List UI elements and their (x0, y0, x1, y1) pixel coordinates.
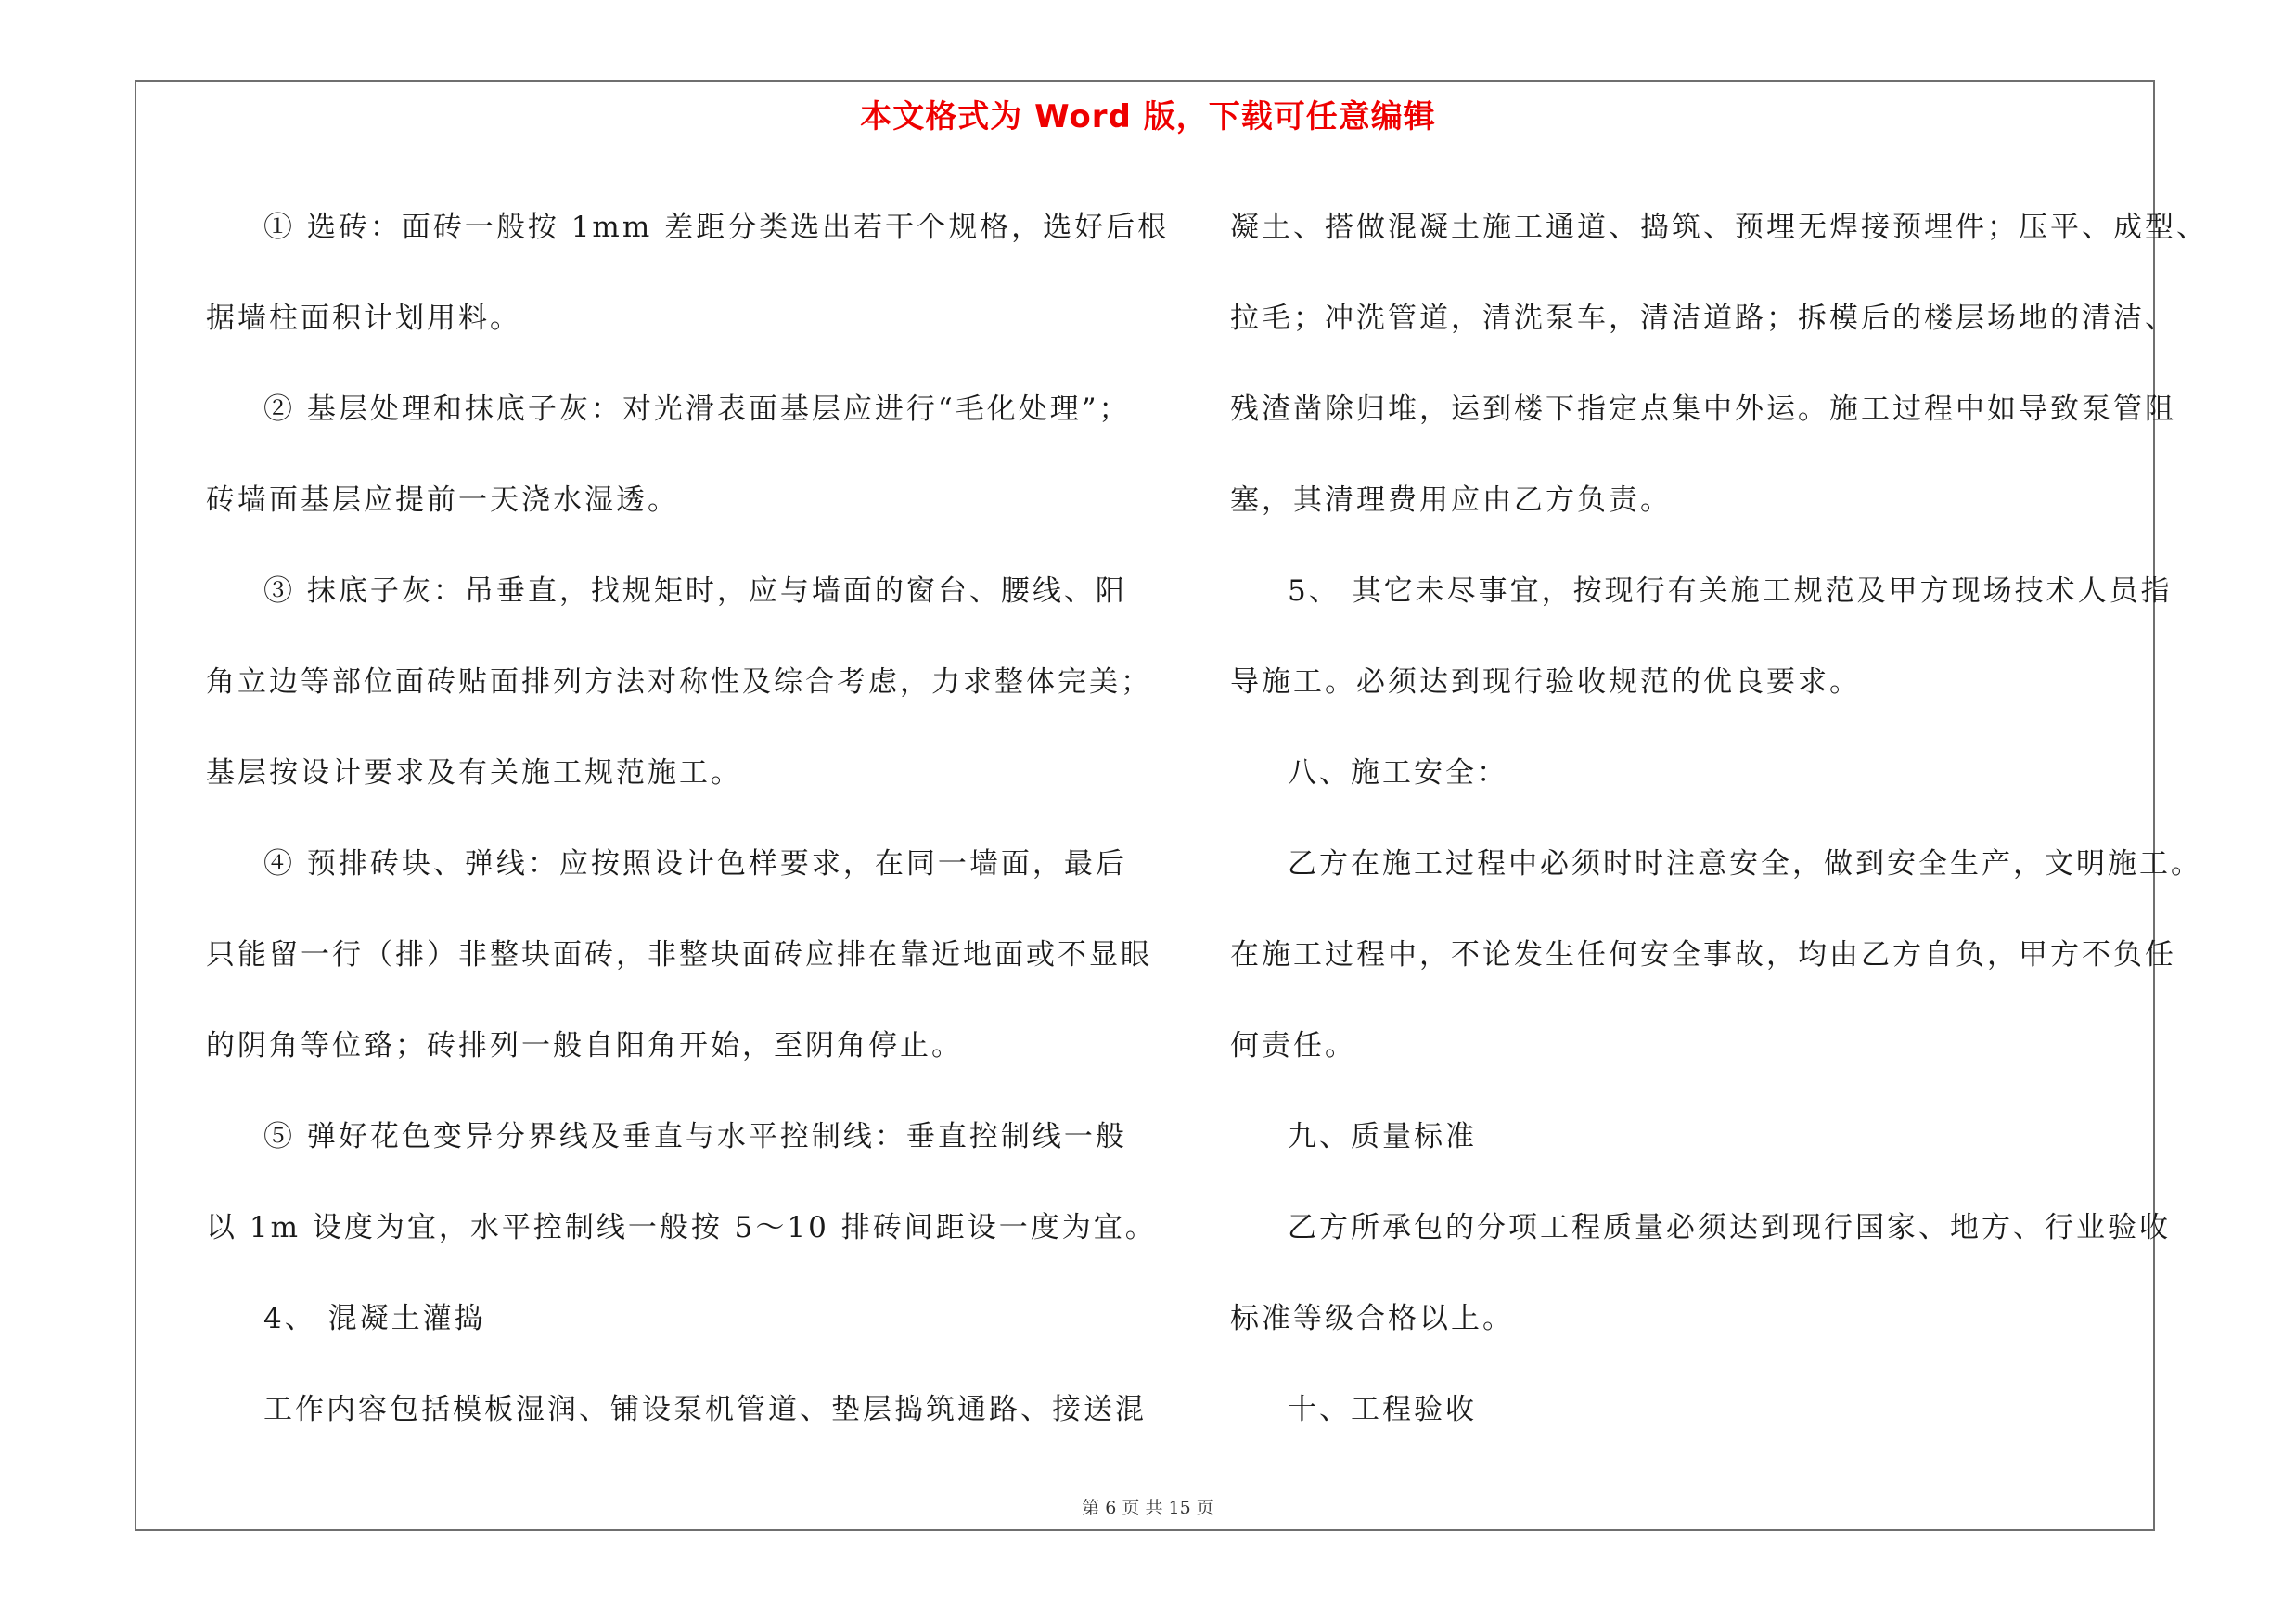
section-heading: 九、质量标准 (1288, 1120, 1477, 1153)
section-heading: 十、工程验收 (1288, 1393, 1477, 1426)
paragraph-line: 角立边等部位面砖贴面排列方法对称性及综合考虑，力求整体完美； (206, 665, 1152, 699)
paragraph-line: 乙方所承包的分项工程质量必须达到现行国家、地方、行业验收 (1288, 1211, 2171, 1244)
paragraph-line: 塞，其清理费用应由乙方负责。 (1230, 483, 1672, 517)
paragraph-line: 何责任。 (1230, 1029, 1356, 1063)
page-number: 第 6 页 共 15 页 (1082, 1498, 1214, 1518)
paragraph-line: 标准等级合格以上。 (1230, 1302, 1514, 1335)
section-heading: 4、 混凝土灌捣 (263, 1302, 486, 1335)
paragraph-line: ⑤ 弹好花色变异分界线及垂直与水平控制线：垂直控制线一般 (263, 1120, 1127, 1153)
paragraph-line: 据墙柱面积计划用料。 (206, 302, 521, 335)
paragraph-line: 乙方在施工过程中必须时时注意安全，做到安全生产，文明施工。 (1288, 847, 2202, 881)
paragraph-line: ④ 预排砖块、弹线：应按照设计色样要求，在同一墙面，最后 (263, 847, 1127, 881)
paragraph-line: 凝土、搭做混凝土施工通道、捣筑、预埋无焊接预埋件；压平、成型、 (1230, 211, 2208, 244)
paragraph-line: ① 选砖：面砖一般按 1mm 差距分类选出若干个规格，选好后根 (263, 211, 1170, 244)
paragraph-line: ③ 抹底子灰：吊垂直，找规矩时，应与墙面的窗台、腰线、阳 (263, 574, 1127, 608)
paragraph-line: ② 基层处理和抹底子灰：对光滑表面基层应进行“毛化处理”； (263, 393, 1131, 426)
paragraph-line: 残渣凿除归堆，运到楼下指定点集中外运。施工过程中如导致泵管阻 (1230, 393, 2176, 426)
left-column (206, 182, 1170, 1455)
paragraph-line: 的阴角等位臵；砖排列一般自阳角开始，至阴角停止。 (206, 1029, 963, 1063)
right-column (1230, 182, 2208, 1455)
section-heading: 八、施工安全： (1288, 756, 1508, 790)
paragraph-line: 工作内容包括模板湿润、铺设泵机管道、垫层捣筑通路、接送混 (263, 1393, 1147, 1426)
paragraph-line: 5、 其它未尽事宜，按现行有关施工规范及甲方现场技术人员指 (1288, 574, 2173, 608)
paragraph-line: 导施工。必须达到现行验收规范的优良要求。 (1230, 665, 1861, 699)
paragraph-line: 以 1m 设度为宜，水平控制线一般按 5～10 排砖间距设一度为宜。 (206, 1211, 1157, 1244)
paragraph-line: 基层按设计要求及有关施工规范施工。 (206, 756, 742, 790)
paragraph-line: 砖墙面基层应提前一天浇水湿透。 (206, 483, 679, 517)
format-banner: 本文格式为 Word 版，下载可任意编辑 (860, 98, 1436, 135)
paragraph-line: 在施工过程中，不论发生任何安全事故，均由乙方自负，甲方不负任 (1230, 938, 2176, 972)
paragraph-line: 只能留一行（排）非整块面砖，非整块面砖应排在靠近地面或不显眼 (206, 938, 1152, 972)
paragraph-line: 拉毛；冲洗管道，清洗泵车，清洁道路；拆模后的楼层场地的清洁、 (1230, 302, 2176, 335)
